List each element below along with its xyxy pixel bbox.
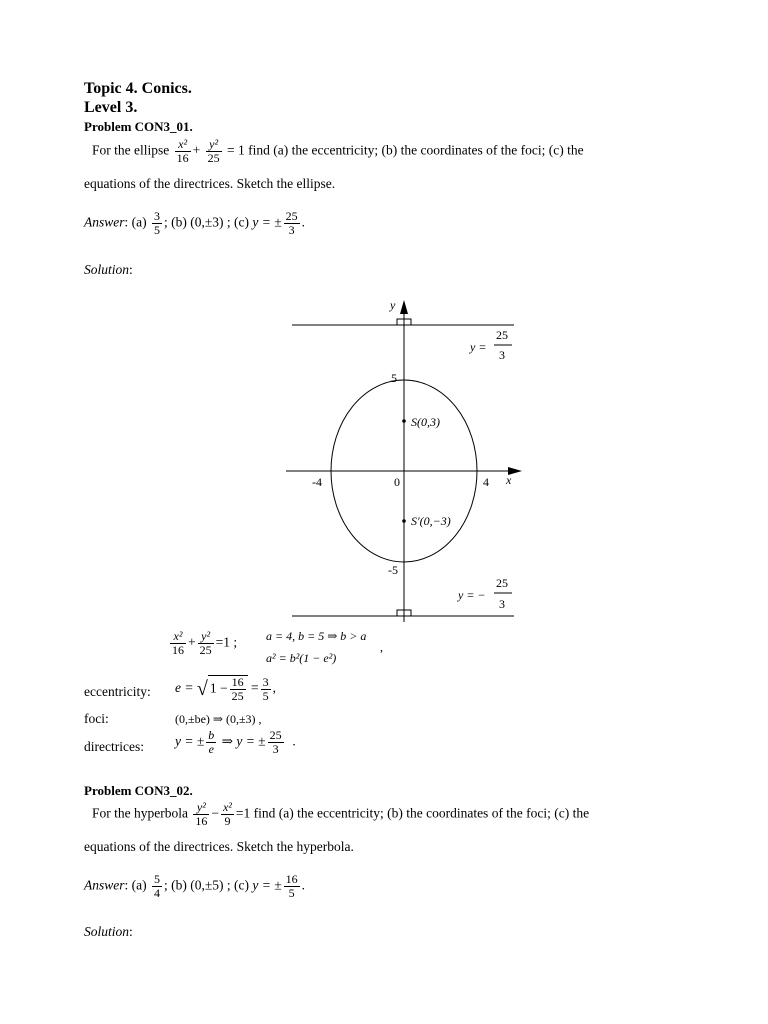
- problem-2-label: Problem CON3_02.: [84, 783, 193, 798]
- problem-1-line2: equations of the directrices. Sketch the ellipse.: [84, 176, 336, 191]
- problem-2-solution-label: Solution:: [84, 924, 133, 939]
- problem-2-statement: For the hyperbola $\frac{\text{y²}}{16}$ − $\frac{\text{x²}}{9}$ =1 find (a) the eccentricity; (b) the coordinates of the foci; (c) the: [92, 800, 590, 828]
- ellipse-term-x: $\frac{\text{x²}}{16}$: [176, 137, 189, 165]
- work-ellipse-equation: $\frac{\text{x²}}{16}$ + $\frac{\text{y²}}{25}$ =1 ;: [172, 629, 238, 657]
- work-comma: ,: [380, 640, 383, 654]
- foci-expression: (0,±be) ⇒ (0,±3) ,: [175, 712, 262, 726]
- problem-1-answer: Answer: (a) $\frac{3}{5}$ ; (b) (0,±3) ; (c) y = ± $\frac{25}{3}$ .: [84, 209, 306, 237]
- sqrt-sign-icon: √: [196, 677, 208, 700]
- tick-minus-4: -4: [312, 475, 322, 489]
- foci-label: foci:: [84, 711, 109, 726]
- focus-bottom-point: [402, 519, 406, 523]
- problem-1-lead: For the ellipse: [92, 142, 170, 158]
- tick-minus-5: -5: [388, 563, 398, 577]
- topic-heading: Topic 4. Conics.: [84, 80, 192, 97]
- ellipse-term-y: $\frac{\text{y²}}{25}$: [207, 137, 220, 165]
- problem-1-label: Problem CON3_01.: [84, 119, 193, 134]
- x-axis-label: x: [506, 473, 512, 487]
- directrices-label: directrices:: [84, 739, 144, 754]
- directrix-bottom-lhs: y = −: [458, 588, 486, 602]
- work-ab-relation: a² = b²(1 − e²): [266, 651, 337, 665]
- focus-top-point: [402, 419, 406, 423]
- y-axis-arrow: [400, 300, 408, 314]
- hyperbola-term-x: $\frac{\text{x²}}{9}$: [222, 800, 232, 828]
- ellipse-figure: [280, 290, 540, 630]
- problem-1-solution-label: Solution:: [84, 262, 133, 277]
- directrix-bottom-den: 3: [499, 597, 505, 611]
- tick-4: 4: [483, 475, 489, 489]
- y-axis-label: y: [390, 298, 396, 312]
- directrix-top-lhs: y =: [470, 340, 487, 354]
- eccentricity-expression: e = √ 1 − $\frac{16}{25}$ = $\frac{3}{5}$ ,: [175, 674, 276, 703]
- tick-5: 5: [391, 371, 397, 385]
- problem-2-answer: Answer: (a) $\frac{5}{4}$ ; (b) (0,±5) ; (c) y = ± $\frac{16}{5}$ .: [84, 872, 306, 900]
- directrix-top-num: 25: [496, 328, 508, 342]
- origin-label: 0: [394, 475, 400, 489]
- directrix-top-den: 3: [499, 348, 505, 362]
- eccentricity-label: eccentricity:: [84, 684, 151, 699]
- directrix-bottom-num: 25: [496, 576, 508, 590]
- focus-top-label: S(0,3): [411, 415, 440, 429]
- problem-1-statement: For the ellipse $\frac{\text{x²}}{16}$ + $\frac{\text{y²}}{25}$ = 1 find (a) the eccentricity; (b) the coordinates of the foci; (c) the: [92, 137, 584, 165]
- hyperbola-term-y: $\frac{\text{y²}}{16}$: [195, 800, 208, 828]
- focus-bottom-label: S′(0,−3): [411, 514, 451, 528]
- directrices-expression: y = ± $\frac{b}{e}$ ⇒ y = ± $\frac{25}{3}$ .: [175, 728, 296, 756]
- problem-2-line2: equations of the directrices. Sketch the hyperbola.: [84, 839, 354, 854]
- level-heading: Level 3.: [84, 99, 138, 116]
- work-ab-values: a = 4, b = 5 ⇒ b > a: [266, 629, 367, 643]
